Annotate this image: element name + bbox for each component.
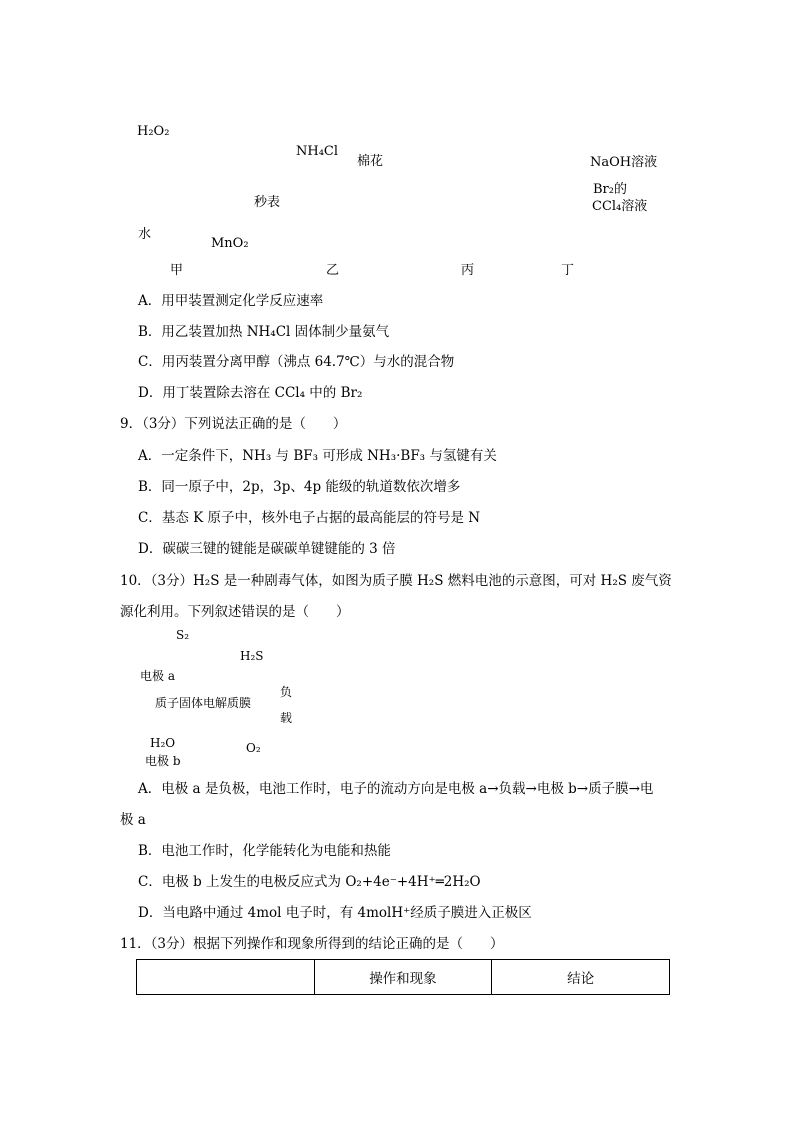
table-header-cell-operation: 操作和现象: [314, 960, 492, 995]
q9-option-b: B．同一原子中，2p，3p、4p 能级的轨道数依次增多: [138, 479, 461, 495]
membrane-label: 质子固体电解质膜: [155, 696, 252, 710]
q8-option-d: D．用丁装置除去溶在 CCl₄ 中的 Br₂: [138, 385, 363, 401]
q9-option-c: C．基态 K 原子中，核外电子占据的最高能层的符号是 N: [138, 510, 481, 526]
ding-naoh-label: NaOH溶液: [590, 155, 658, 170]
ding-ccl4-label: CCl₄溶液: [592, 199, 648, 214]
load-label-1: 负: [280, 685, 293, 699]
q9-option-d: D．碳碳三键的键能是碳碳单键键能的 3 倍: [138, 541, 396, 557]
q10-option-c: C．电极 b 上发生的电极反应式为 O₂+4e⁻+4H⁺═2H₂O: [138, 874, 481, 890]
h2o-label: H₂O: [150, 736, 176, 750]
yi-caption: 乙: [326, 263, 340, 278]
o2-label: O₂: [246, 741, 261, 755]
jia-h2o2-label: H₂O₂: [137, 124, 170, 139]
q11-table: [136, 959, 670, 995]
q8-option-b: B．用乙装置加热 NH₄Cl 固体制少量氨气: [138, 324, 390, 340]
ding-br2-label: Br₂的: [593, 182, 627, 197]
q10-option-d: D．当电路中通过 4mol 电子时，有 4molH⁺经质子膜进入正极区: [138, 905, 532, 921]
q9-option-a: A．一定条件下，NH₃ 与 BF₃ 可形成 NH₃·BF₃ 与氢键有关: [138, 448, 497, 464]
h2s-label: H₂S: [240, 649, 264, 663]
table-header-cell-conclusion: 结论: [492, 960, 670, 995]
q10-stem-line1: 10．（3分）H₂S 是一种剧毒气体，如图为质子膜 H₂S 燃料电池的示意图，可对 H₂S 废气资: [120, 573, 672, 589]
yi-cotton-label: 棉花: [357, 154, 384, 169]
jia-water-label: 水: [138, 227, 152, 242]
jia-timer-label: 秒表: [254, 195, 281, 210]
jia-caption: 甲: [170, 263, 184, 278]
q8-option-a: A．用甲装置测定化学反应速率: [138, 293, 324, 309]
table-header-row: [137, 960, 670, 995]
q11-stem: 11．（3分）根据下列操作和现象所得到的结论正确的是（ ）: [120, 936, 504, 952]
load-label-2: 载: [280, 711, 293, 725]
q9-stem: 9．（3分）下列说法正确的是（ ）: [120, 416, 347, 432]
q10-option-a-line2: 极 a: [120, 812, 146, 828]
q10-stem-line2: 源化利用。下列叙述错误的是（ ）: [120, 604, 350, 620]
table-header-cell-blank: [137, 960, 315, 995]
q10-option-b: B．电池工作时，化学能转化为电能和热能: [138, 843, 391, 859]
s2-label: S₂: [176, 628, 190, 642]
ding-caption: 丁: [561, 263, 575, 278]
bing-caption: 丙: [461, 263, 475, 278]
yi-nh4cl-label: NH₄Cl: [296, 144, 339, 159]
q8-option-c: C．用丙装置分离甲醇（沸点 64.7℃）与水的混合物: [138, 354, 455, 370]
electrode-a-label: 电极 a: [140, 669, 175, 683]
electrode-b-label: 电极 b: [145, 754, 181, 768]
q10-option-a-line1: A．电极 a 是负极，电池工作时，电子的流动方向是电极 a→负载→电极 b→质子膜→电: [138, 781, 654, 797]
jia-mno2-label: MnO₂: [211, 236, 249, 251]
